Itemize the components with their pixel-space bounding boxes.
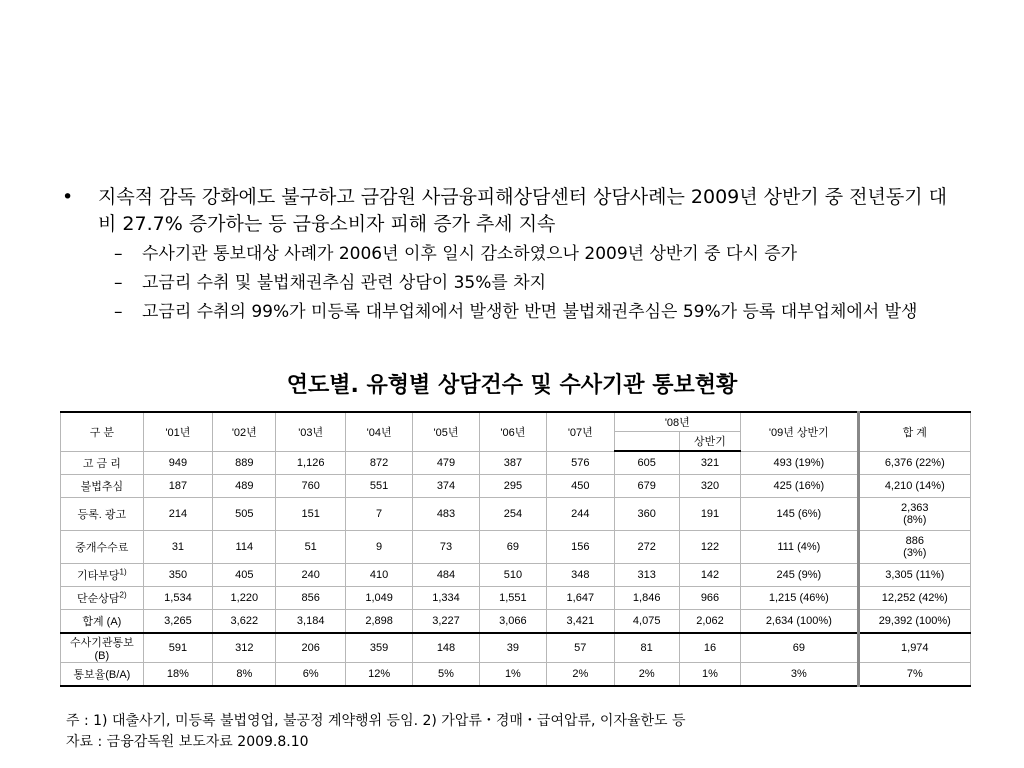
table-cell: 450 (547, 475, 614, 498)
sub-bullet-item (62, 299, 952, 325)
table-cell: 3,227 (413, 610, 479, 634)
table-cell: 348 (547, 564, 614, 587)
footnote-marker: 1) (119, 567, 127, 577)
table-cell: 245 (9%) (741, 564, 858, 587)
table-cell: 483 (413, 498, 479, 531)
table-header-row (61, 412, 971, 432)
table-cell: 187 (143, 475, 212, 498)
sub-bullet-mark: – (114, 244, 123, 264)
table-row (61, 531, 971, 564)
table-row (61, 633, 971, 663)
header-total: 합 계 (858, 412, 970, 451)
table-cell: 16 (679, 633, 740, 663)
table-cell: 3,184 (276, 610, 345, 634)
table-row (61, 498, 971, 531)
sub-bullet-text: 고금리 수취의 99%가 미등록 대부업체에서 발생한 반면 불법채권추심은 59%가 등록 대부업체에서 발생 (142, 302, 918, 322)
table-cell: 889 (213, 451, 276, 475)
table-cell: 872 (345, 451, 412, 475)
table-cell: 2% (614, 663, 679, 687)
table-cell: 493 (19%) (741, 451, 858, 475)
table-cell: 321 (679, 451, 740, 475)
table-cell: 359 (345, 633, 412, 663)
table-cell: 272 (614, 531, 679, 564)
table-cell: 1,334 (413, 587, 479, 610)
header-year: '03년 (276, 412, 345, 451)
footnote-note: 주 : 1) 대출사기, 미등록 불법영업, 불공정 계약행위 등임. 2) 가압류・경매・급여압류, 이자율한도 등 (66, 713, 686, 729)
table-cell: 3,066 (479, 610, 546, 634)
table-cell: 57 (547, 633, 614, 663)
table-cell: 214 (143, 498, 212, 531)
bullet-text: 지속적 감독 강화에도 불구하고 금감원 사금융피해상담센터 상담사례는 2009년 상반기 중 전년동기 대비 27.7% 증가하는 등 금융소비자 피해 증가 추세 지속 (98, 186, 947, 235)
table-cell: 73 (413, 531, 479, 564)
row-label: 단순상담$^{2)}$ (61, 587, 144, 610)
table-cell: 3,622 (213, 610, 276, 634)
row-total: 3,305 (11%) (858, 564, 970, 587)
row-label: 중개수수료 (61, 531, 144, 564)
table-cell: 312 (213, 633, 276, 663)
table-cell: 1% (679, 663, 740, 687)
table-cell: 484 (413, 564, 479, 587)
table-cell: 145 (6%) (741, 498, 858, 531)
header-2009-half: '09년 상반기 (741, 412, 858, 451)
footnotes (66, 711, 686, 753)
header-year: '04년 (345, 412, 412, 451)
table-cell: 320 (679, 475, 740, 498)
table-cell: 9 (345, 531, 412, 564)
header-2008-half: 상반기 (679, 432, 740, 452)
table-cell: 69 (741, 633, 858, 663)
table-title: 연도별. 유형별 상담건수 및 수사기관 통보현황 (286, 373, 738, 398)
table-cell: 81 (614, 633, 679, 663)
table-cell: 949 (143, 451, 212, 475)
row-total: 4,210 (14%) (858, 475, 970, 498)
table-cell: 7 (345, 498, 412, 531)
table-cell: 350 (143, 564, 212, 587)
table-cell: 151 (276, 498, 345, 531)
table-cell: 760 (276, 475, 345, 498)
table-cell: 295 (479, 475, 546, 498)
table-row (61, 475, 971, 498)
header-2008: '08년 (614, 412, 741, 432)
table-cell: 5% (413, 663, 479, 687)
table-cell: 156 (547, 531, 614, 564)
table-cell: 1,215 (46%) (741, 587, 858, 610)
table-cell: 1,551 (479, 587, 546, 610)
table-cell: 3,421 (547, 610, 614, 634)
header-category: 구 분 (61, 412, 144, 451)
table-cell: 374 (413, 475, 479, 498)
header-2008-blank (614, 432, 679, 452)
table-cell: 405 (213, 564, 276, 587)
table-cell: 425 (16%) (741, 475, 858, 498)
sub-bullet-item (62, 270, 952, 296)
row-total: 7% (858, 663, 970, 687)
table-cell: 3,265 (143, 610, 212, 634)
table-cell: 576 (547, 451, 614, 475)
table-row (61, 451, 971, 475)
row-total: 2,363 (8%) (858, 498, 970, 531)
header-year: '02년 (213, 412, 276, 451)
table-cell: 31 (143, 531, 212, 564)
row-label: 등록. 광고 (61, 498, 144, 531)
table-cell: 142 (679, 564, 740, 587)
table-cell: 8% (213, 663, 276, 687)
header-year: '05년 (413, 412, 479, 451)
sub-bullet-item (62, 241, 952, 267)
table-cell: 1,049 (345, 587, 412, 610)
row-label: 통보율(B/A) (61, 663, 144, 687)
table-cell: 254 (479, 498, 546, 531)
bullet-item (62, 184, 952, 238)
row-label: 고 금 리 (61, 451, 144, 475)
table-cell: 360 (614, 498, 679, 531)
row-label: 불법추심 (61, 475, 144, 498)
table-cell: 191 (679, 498, 740, 531)
table-cell: 12% (345, 663, 412, 687)
table-cell: 2,062 (679, 610, 740, 634)
table-cell: 4,075 (614, 610, 679, 634)
table-cell: 551 (345, 475, 412, 498)
table-cell: 966 (679, 587, 740, 610)
table-cell: 591 (143, 633, 212, 663)
table-cell: 856 (276, 587, 345, 610)
table-cell: 240 (276, 564, 345, 587)
sub-bullet-text: 고금리 수취 및 불법채권추심 관련 상담이 35%를 차지 (142, 273, 547, 293)
bullet-list (62, 184, 952, 325)
table-cell: 1,534 (143, 587, 212, 610)
table-cell: 410 (345, 564, 412, 587)
table-cell: 114 (213, 531, 276, 564)
table-cell: 18% (143, 663, 212, 687)
table-row (61, 564, 971, 587)
table-cell: 69 (479, 531, 546, 564)
table-cell: 479 (413, 451, 479, 475)
table-cell: 510 (479, 564, 546, 587)
consultation-table (60, 411, 971, 687)
table-cell: 122 (679, 531, 740, 564)
footnote-source: 자료 : 금융감독원 보도자료 2009.8.10 (66, 734, 309, 750)
footnote-marker: 2) (119, 590, 127, 600)
table-cell: 679 (614, 475, 679, 498)
table-cell: 39 (479, 633, 546, 663)
table-row (61, 663, 971, 687)
sub-bullet-mark: – (114, 273, 123, 293)
table-cell: 387 (479, 451, 546, 475)
table-cell: 1,647 (547, 587, 614, 610)
row-total: 6,376 (22%) (858, 451, 970, 475)
table-cell: 2,898 (345, 610, 412, 634)
row-total: 29,392 (100%) (858, 610, 970, 634)
table-cell: 51 (276, 531, 345, 564)
table-cell: 111 (4%) (741, 531, 858, 564)
table-cell: 148 (413, 633, 479, 663)
table-cell: 1% (479, 663, 546, 687)
table-cell: 1,126 (276, 451, 345, 475)
row-total: 12,252 (42%) (858, 587, 970, 610)
table-cell: 1,846 (614, 587, 679, 610)
table-cell: 2,634 (100%) (741, 610, 858, 634)
table-cell: 2% (547, 663, 614, 687)
sub-bullet-text: 수사기관 통보대상 사례가 2006년 이후 일시 감소하였으나 2009년 상반기 중 다시 증가 (142, 244, 798, 264)
row-label: 기타부당$^{1)}$ (61, 564, 144, 587)
table-cell: 505 (213, 498, 276, 531)
table-cell: 489 (213, 475, 276, 498)
header-year: '06년 (479, 412, 546, 451)
sub-bullet-mark: – (114, 302, 123, 322)
table-cell: 313 (614, 564, 679, 587)
table-cell: 6% (276, 663, 345, 687)
row-total: 1,974 (858, 633, 970, 663)
header-year: '07년 (547, 412, 614, 451)
row-label: 수사기관통보(B) (61, 633, 144, 663)
table-cell: 244 (547, 498, 614, 531)
table-cell: 605 (614, 451, 679, 475)
table-cell: 3% (741, 663, 858, 687)
table-cell: 1,220 (213, 587, 276, 610)
table-row (61, 610, 971, 634)
table-cell: 206 (276, 633, 345, 663)
header-year: '01년 (143, 412, 212, 451)
row-total: 886 (3%) (858, 531, 970, 564)
bullet-mark: • (62, 186, 74, 208)
table-row (61, 587, 971, 610)
row-label: 합계 (A) (61, 610, 144, 634)
